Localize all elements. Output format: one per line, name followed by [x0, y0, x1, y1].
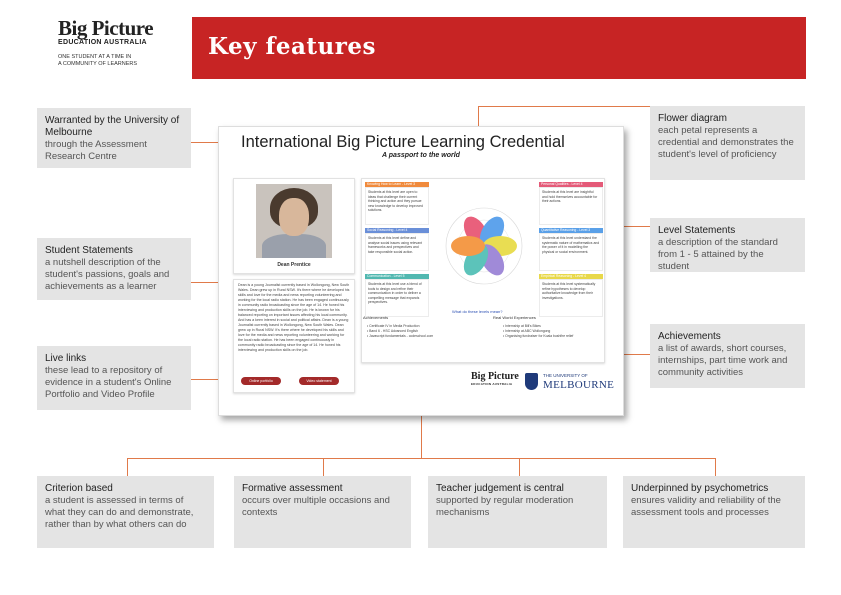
experience-item: • Organising fundraiser for Koala bushfire relief	[503, 334, 573, 339]
level-text: Students at this level systematically refine hypotheses to develop authoritative knowledge from their investigations.	[539, 279, 603, 317]
achievements-label: Achievements	[363, 315, 389, 320]
level-text: Students at this level understand the systematic nature of mathematics and the power of it in modelling the physical or social environment.	[539, 233, 603, 271]
partner-logo-main: Big Picture	[471, 371, 519, 382]
online-portfolio-button[interactable]: Online portfolio	[241, 377, 281, 385]
levels-info-link[interactable]: What do these levels mean?	[452, 309, 503, 314]
logo-sub: EDUCATION AUSTRALIA	[58, 39, 147, 46]
level-block	[539, 228, 603, 271]
credential-title: International Big Picture Learning Credential	[241, 133, 565, 151]
level-text: Students at this level are insightful and hold themselves accountable for their actions.	[539, 187, 603, 225]
header-banner	[192, 17, 806, 79]
connector-drop-3	[519, 458, 520, 476]
experience-item: • Internship at ABC Wollongong	[503, 329, 573, 334]
callout-student-statements	[37, 238, 191, 300]
callout-body: through the Assessment Research Centre	[45, 139, 147, 162]
callout-title: Live links	[45, 353, 87, 364]
achievement-item: • Band 6 - HSC Advanced English	[367, 329, 433, 334]
callout-title: Teacher judgement is central	[436, 483, 564, 494]
connector-drop-1	[127, 458, 128, 476]
connector-drop-4	[715, 458, 716, 476]
level-block	[539, 274, 603, 317]
uni-name-small: THE UNIVERSITY OF	[543, 373, 588, 378]
experiences-label: Real World Experiences	[493, 315, 536, 320]
callout-title: Level Statements	[658, 225, 736, 236]
callout-body: a nutshell description of the student's passions, goals and achievements as a learner	[45, 257, 170, 292]
flower-diagram	[444, 187, 524, 305]
flower-petals	[451, 212, 517, 279]
callout-body: each petal represents a credential and demonstrates the student's level of proficiency	[658, 125, 794, 160]
level-block	[365, 182, 429, 225]
connector-bottom-h	[127, 458, 715, 459]
experiences-list	[503, 324, 573, 339]
tagline-line-1: ONE STUDENT AT A TIME IN	[58, 54, 132, 60]
callout-body: a description of the standard from 1 - 5 attained by the student	[658, 237, 778, 272]
logo-brand: Big Picture	[58, 16, 154, 40]
big-picture-partner-logo	[471, 371, 519, 386]
callout-flower-diagram	[650, 106, 805, 180]
student-statement-card	[233, 279, 355, 393]
level-header: Social Reasoning - Level 4	[365, 228, 429, 233]
callout-body: ensures validity and reliability of the assessment tools and processes	[631, 495, 781, 518]
tagline-line-2: A COMMUNITY OF LEARNERS	[58, 61, 138, 67]
university-of-melbourne-logo	[525, 371, 615, 395]
callout-title: Formative assessment	[242, 483, 343, 494]
level-header: Empirical Reasoning - Level 4	[539, 274, 603, 279]
callout-live-links	[37, 346, 191, 410]
level-header: Knowing How to Learn - Level 3	[365, 182, 429, 187]
connector-warranted	[191, 142, 218, 143]
uni-name-big: MELBOURNE	[543, 379, 615, 391]
experience-item: • Internship at Bill's Bikes	[503, 324, 573, 329]
callout-body: a student is assessed in terms of what they can do and demonstrate, rather than by what others can do	[45, 495, 194, 530]
callout-title: Criterion based	[45, 483, 113, 494]
callout-title: Achievements	[658, 331, 721, 342]
callout-body: occurs over multiple occasions and contexts	[242, 495, 390, 518]
connector-drop-2	[323, 458, 324, 476]
callout-body: supported by regular moderation mechanisms	[436, 495, 574, 518]
achievement-item: • Certificate IV in Media Production	[367, 324, 433, 329]
achievement-item: • Javascript fundamentals - codeschool.com	[367, 334, 433, 339]
student-name: Dean Prentice	[277, 262, 311, 268]
level-block	[365, 274, 429, 317]
logo-tagline	[58, 54, 178, 68]
achievements-list	[367, 324, 433, 339]
partner-logo-sub: EDUCATION AUSTRALIA	[471, 382, 513, 386]
callout-achievements	[650, 324, 805, 388]
level-header: Communication - Level 5	[365, 274, 429, 279]
callout-body: a list of awards, short courses, internships, part time work and community activities	[658, 343, 788, 378]
page-title: Key features	[208, 33, 376, 60]
callout-formative	[234, 476, 411, 548]
callout-warranted	[37, 108, 191, 168]
credential-document	[218, 126, 624, 416]
student-photo-card	[233, 178, 355, 274]
level-text: Students at this level use a blend of tools to design and refine their communication in order to deliver a compelling message that expands perspectives.	[365, 279, 429, 317]
callout-body: these lead to a repository of evidence in a student's Online Portfolio and Video Profile	[45, 365, 172, 400]
flower-petal	[451, 236, 485, 256]
callout-criterion	[37, 476, 214, 548]
callout-title: Underpinned by psychometrics	[631, 483, 769, 494]
student-photo	[256, 184, 332, 258]
connector-flower-h	[478, 106, 650, 107]
level-text: Students at this level are open to ideas that challenge their current thinking and action and they pursue new knowledge to develop improved solutions.	[365, 187, 429, 225]
credential-subtitle: A passport to the world	[382, 152, 460, 159]
level-header: Quantitative Reasoning - Level 3	[539, 228, 603, 233]
callout-teacher	[428, 476, 607, 548]
callout-psychometrics	[623, 476, 805, 548]
level-block	[365, 228, 429, 271]
level-header: Personal Qualities - Level 4	[539, 182, 603, 187]
big-picture-logo	[58, 16, 178, 68]
level-text: Students at this level define and analyse social issues using relevant frameworks and perspectives and take responsible social action.	[365, 233, 429, 271]
level-block	[539, 182, 603, 225]
university-crest-icon	[525, 373, 538, 390]
callout-title: Warranted by the University of Melbourne	[45, 115, 180, 138]
callout-level-statements	[650, 218, 805, 272]
callout-title: Student Statements	[45, 245, 133, 256]
callout-title: Flower diagram	[658, 113, 727, 124]
video-statement-button[interactable]: Video statement	[299, 377, 339, 385]
student-statement: Dean is a young Journalist currently based in Wollongong, New South Wales. Dean grew up in Rural NSW. It's there where he developed his skills and love for the media and news reporting volunteering and working for the local radio station. He has been engaged continuously in community radio broadcasting since the age of 14. He honed his interviewing and production skills on the job. He is known for his balanced reporting on important issues affecting his local community. And has a keen interest in social and political affairs. Dean is a young Journalist currently based in Wollongong, New South Wales. Dean grew up in Rural NSW. It's there where he developed his skills and love for the media and news reporting volunteering and working for the local radio station. He has been engaged continuously in community radio broadcasting since the age of 14. He honed his interviewing and production skills on the job.	[238, 283, 350, 352]
